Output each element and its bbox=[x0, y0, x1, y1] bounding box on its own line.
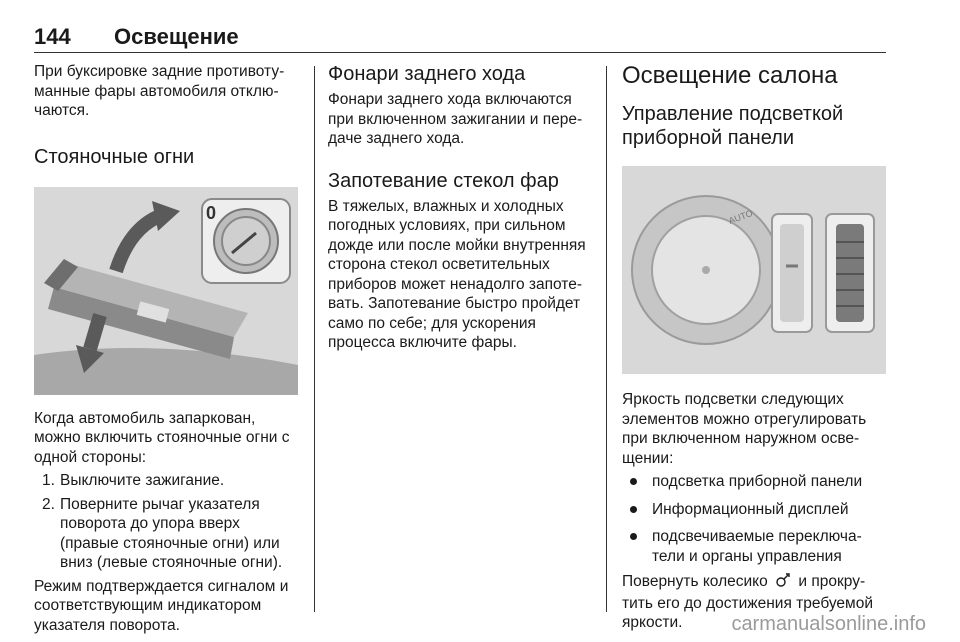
list-item-text: подсветка приборной панели bbox=[652, 473, 863, 490]
step-text: Выключите зажигание. bbox=[60, 472, 225, 489]
step-number: 1. bbox=[42, 472, 55, 489]
light-switch-illustration bbox=[622, 166, 886, 374]
step-text: Поверните рычаг указателя поворота до упора вверх (правые стояночные огни) или вниз (левые стояночные огни). bbox=[60, 495, 283, 571]
bullet-icon bbox=[630, 533, 637, 540]
steps-list bbox=[34, 471, 302, 573]
subheading-instrument-illumination: Управление подсветкой приборной панели bbox=[622, 103, 844, 149]
thumbwheel-text-end: и прокру-тить его до достижения требуемой яркости. bbox=[622, 573, 873, 631]
auto-label: AUTO bbox=[727, 207, 755, 226]
column-middle bbox=[328, 62, 590, 353]
bullet-icon bbox=[630, 506, 637, 513]
reversing-lights-paragraph: Фонари заднего хода включаются при включенном зажигании и пере-даче заднего хода. bbox=[328, 91, 583, 147]
list-item-text: Информационный дисплей bbox=[652, 500, 849, 518]
step-item bbox=[34, 471, 302, 491]
page-number: 144 bbox=[34, 24, 71, 49]
list-item bbox=[622, 527, 888, 566]
parking-paragraph: Когда автомобиль запаркован, можно включить стояночные огни с одной стороны: bbox=[34, 409, 290, 466]
lever-zero-label: 0 bbox=[206, 202, 217, 223]
thumbwheel-text-start: Повернуть колесико bbox=[622, 573, 768, 590]
confirmation-paragraph: Режим подтверждается сигналом и соответствующим индикатором указателя поворота. bbox=[34, 577, 289, 634]
running-title: Освещение bbox=[114, 24, 239, 49]
dimmer-wheel-icon bbox=[775, 572, 791, 594]
section-heading-parking-lights: Стояночные огни bbox=[34, 145, 195, 168]
column-divider bbox=[314, 66, 315, 612]
section-heading-fogging: Запотевание стекол фар bbox=[328, 169, 559, 192]
step-item bbox=[34, 495, 302, 573]
list-item-text: подсвечиваемые переключа-тели и органы управления bbox=[652, 528, 862, 565]
stalk-illustration bbox=[34, 187, 298, 395]
brightness-paragraph: Яркость подсветки следующих элементов можно отрегулировать при включенном наружном осве-щении: bbox=[622, 391, 867, 467]
fogging-paragraph: В тяжелых, влажных и холодных погодных условиях, при сильном дожде или после мойки внутренняя сторона стекол осветительных приборов может ненадолго запоте-вать. Запотевание быстро пройдет само по себе; для ускорения процесса включите фары. bbox=[328, 197, 586, 351]
column-right bbox=[622, 62, 888, 633]
watermark: carmanualsonline.info bbox=[731, 613, 926, 635]
list-item bbox=[622, 500, 888, 520]
illumination-list bbox=[622, 472, 888, 566]
column-left bbox=[34, 62, 302, 635]
section-heading-reversing-lights: Фонари заднего хода bbox=[328, 63, 526, 85]
step-number: 2. bbox=[42, 495, 55, 513]
column-divider bbox=[606, 66, 607, 612]
intro-paragraph: При буксировке задние противоту-манные фары автомобиля отклю-чаются. bbox=[34, 63, 285, 119]
light-switch-panel bbox=[622, 166, 886, 374]
parking-lights-illustration bbox=[34, 187, 298, 395]
list-item bbox=[622, 472, 888, 492]
section-heading-interior-lighting: Освещение салона bbox=[622, 62, 838, 89]
page-header bbox=[34, 16, 886, 53]
bullet-icon bbox=[630, 478, 637, 485]
